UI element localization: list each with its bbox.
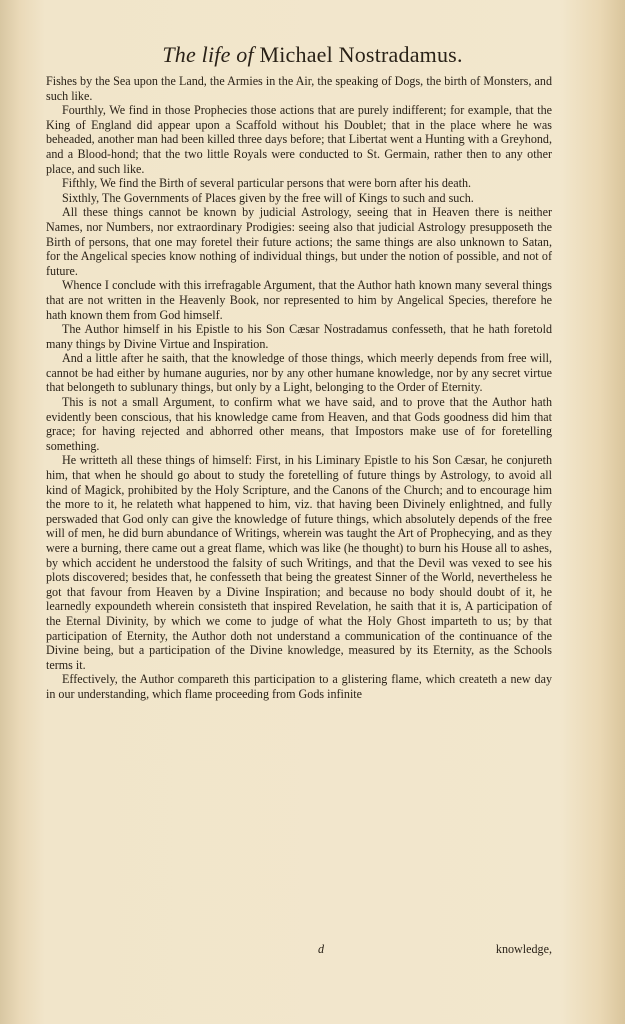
header-italic-part: The life of: [162, 42, 254, 67]
paragraph: And a little after he saith, that the knowledge of those things, which meerly depends from free will, cannot be had either by humane auguries, nor by any other humane knowledge, nor by any secret virtue that belongeth to sublunary things, but only by a Light, belonging to the Order of Eternity.: [46, 351, 552, 395]
catchword: knowledge,: [495, 942, 552, 956]
running-header: [0, 42, 625, 68]
paragraph: Fourthly, We find in those Prophecies those actions that are purely indifferent; for example, that the King of England did appear upon a Scaffold without his Doublet; that in the place where he was beheaded, another man had been killed three days before; that Libertat went a Hunting with a Greyhond, and a Blood-hond; that the two little Royals were conducted to St. Germain, rather then to any other place, and such like.: [46, 103, 552, 176]
paragraph: This is not a small Argument, to confirm what we have said, and to prove that the Author hath evidently been conscious, that his knowledge came from Heaven, and that Gods goodness did him that grace; for having rejected and abhorred other means, that Impostors make use of for foretelling something.: [46, 395, 552, 453]
paragraph: Effectively, the Author compareth this participation to a glistering flame, which createth a new day in our understanding, which flame proceeding from Gods infinite: [46, 672, 552, 701]
paragraph: Whence I conclude with this irrefragable Argument, that the Author hath known many several things that are not written in the Heavenly Book, nor represented to him by Angelical Species, therefore he hath known them from God himself.: [46, 278, 552, 322]
header-name-part: Michael Nostradamus.: [259, 42, 463, 67]
paragraph: He writteth all these things of himself: First, in his Liminary Epistle to his Son Cæsar, he conjureth him, that when he should go about to study the foretelling of future things by Astrology, to avoid all kind of Magick, prohibited by the Holy Scripture, and the Canons of the Church; and to encourage him the more to it, he relateth what happened to him, viz. that having been Divinely enlightned, and fully perswaded that God only can give the knowledge of future things, which absolutely depends of the free will of men, he did burn abundance of Writings, wherein was taught the Art of Prophecying, and as they were a burning, there came out a great flame, which was like (he thought) to burn his House all to ashes, by which accident he understood the falsity of such Writings, and that the Devil was vexed to see his plots discovered; besides that, he confesseth that being the greatest Sinner of the World, nevertheless he got that favour from Heaven by a Divine Inspiration; and because no body should doubt of it, he learnedly expoundeth wherein consisteth that inspired Revelation, he saith that it is, A participation of the Eternal Divinity, by which we come to judge of what the Holy Ghost imparteth to us; by that participation of Eternity, the Author doth not understand a communication of the continuance of the Divine being, but a participation of the Divine knowledge, measured by its Eternity, as the Schools terms it.: [46, 453, 552, 672]
paragraph: Fifthly, We find the Birth of several particular persons that were born after his death.: [62, 176, 472, 191]
signature-mark: d: [318, 942, 325, 956]
paragraph: The Author himself in his Epistle to his Son Cæsar Nostradamus confesseth, that he hath foretold many things by Divine Virtue and Inspiration.: [46, 322, 552, 351]
paragraph: Fishes by the Sea upon the Land, the Armies in the Air, the speaking of Dogs, the birth of Monsters, and such like.: [46, 74, 552, 103]
page-body-text: [46, 74, 552, 702]
paragraph: All these things cannot be known by judicial Astrology, seeing that in Heaven there is neither Names, nor Numbers, nor extraordinary Prodigies: seeing also that judicial Astrology presupposeth the Birth of persons, that one may foretel their future actions; the same things are also unknown to Satan, for the Angelical species know nothing of individual things, but under the notion of possible, and not of future.: [46, 205, 552, 278]
paragraph: Sixthly, The Governments of Places given by the free will of Kings to such and such.: [62, 190, 474, 205]
